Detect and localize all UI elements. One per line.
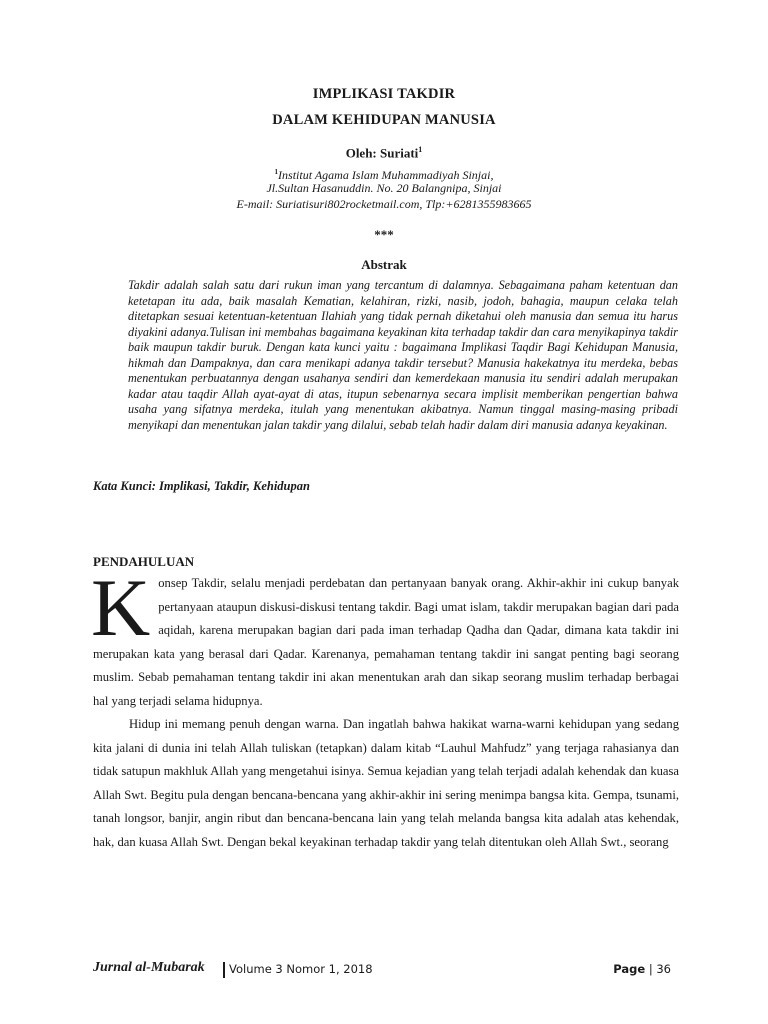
abstract-heading: Abstrak [361, 257, 407, 272]
page-footer [93, 960, 679, 982]
keywords: Kata Kunci: Implikasi, Takdir, Kehidupan [93, 479, 310, 493]
paragraph-1 [91, 562, 679, 713]
author [0, 145, 768, 161]
author-name: Oleh: Suriati [345, 145, 419, 161]
drop-cap: K [91, 562, 151, 653]
journal-name: Jurnal al-Mubarak [93, 960, 205, 975]
page-number-value: 36 [656, 962, 671, 976]
email-line: E-mail: Suriatisuri802rocketmail.com, Tlp:+6281355983665 [236, 197, 532, 211]
paragraph-1-text: onsep Takdir, selalu menjadi perdebatan dan pertanyaan banyak orang. Akhir-akhir ini cukup banyak pertanyaan ataupun diskusi-diskusi tentang takdir. Bagi umat islam, takdir merupakan bagian dari pada aqidah, karena merupakan bagian dari pada iman terhadap Qadha dan Qadar, dimana kata takdir ini merupakan kata yang berasal dari Qadar. Karenanya, pemahaman tentang takdir ini sangat penting bagi seorang muslim. Sebab pemahaman tentang takdir ini akan menentukan arah dan sikap seorang muslim terhadap berbagai hal yang terjadi selama hidupnya. [93, 576, 679, 708]
page-number [613, 962, 671, 976]
section-heading: PENDAHULUAN [93, 554, 195, 569]
title-line-2: DALAM KEHIDUPAN MANUSIA [272, 112, 496, 128]
affiliation-name: Institut Agama Islam Muhammadiyah Sinjai, [278, 168, 494, 182]
body-text [91, 562, 679, 854]
address: Jl.Sultan Hasanuddin. No. 20 Balangnipa, Sinjai [266, 181, 502, 195]
author-superscript: 1 [418, 145, 423, 154]
volume-info: Volume 3 Nomor 1, 2018 [229, 962, 373, 976]
page-separator: | [648, 962, 653, 976]
abstract-text: Takdir adalah salah satu dari rukun iman yang tercantum di dalamnya. Sebagaimana paham ketentuan dan ketetapan itu ada, baik masalah Kematian, kelahiran, rizki, nasib, jodoh, bahagia, maupun celaka telah ditetapkan sesuai ketentuan-ketentuan Ilahiah yang tidak pernah diketahui oleh manusia dan semua itu harus diyakini adanya.Tulisan ini membahas bagaimana keyakinan kita terhadap takdir dan cara menyikapinya takdir baik maupun takdir buruk. Dengan kata kunci yaitu : bagaimana Implikasi Taqdir Bagi Kehidupan Manusia, hikmah dan Dampaknya, dan cara menikapi adanya takdir tersebut? Manusia hakekatnya itu merdeka, bebas menentukan perbuatannya dengan usahanya sendiri dan kemerdekaan manusia itu sendiri adalah merupakan kadar atau taqdir Allah ayat-ayat di atas, itupun sebenarnya secara implisit memberikan pengertian bahwa usaha yang sifatnya merdeka, itulah yang menentukan akibatnya. Namun tinggal masing-masing pribadi menyikapi dan menentukan jalan takdir yang dilalui, sebab telah hadir dalam diri manusia adanya keyakinan. [128, 278, 678, 432]
affiliation-superscript: 1 [274, 168, 279, 176]
footer-divider [223, 962, 225, 978]
separator-stars: *** [374, 227, 394, 242]
page-label: Page [613, 962, 646, 976]
title-line-1: IMPLIKASI TAKDIR [312, 86, 456, 102]
paragraph-2: Hidup ini memang penuh dengan warna. Dan ingatlah bahwa hakikat warna-warni kehidupan yang sedang kita jalani di dunia ini telah Allah tuliskan (tetapkan) dalam kitab “Lauhul Mahfudz” yang terjaga rahasianya dan tidak satupun makhluk Allah yang mengetahui isinya. Semua kejadian yang telah terjadi adalah kehendak dan kuasa Allah Swt. Begitu pula dengan bencana-bencana yang akhir-akhir ini sering menimpa bangsa kita. Gempa, tsunami, tanah longsor, banjir, angin ribut dan bencana-bencana lain yang telah melanda bangsa kita adalah atas kehendak, hak, dan kuasa Allah Swt. Dengan bekal keyakinan terhadap takdir yang telah ditentukan oleh Allah Swt., seorang [93, 717, 679, 849]
